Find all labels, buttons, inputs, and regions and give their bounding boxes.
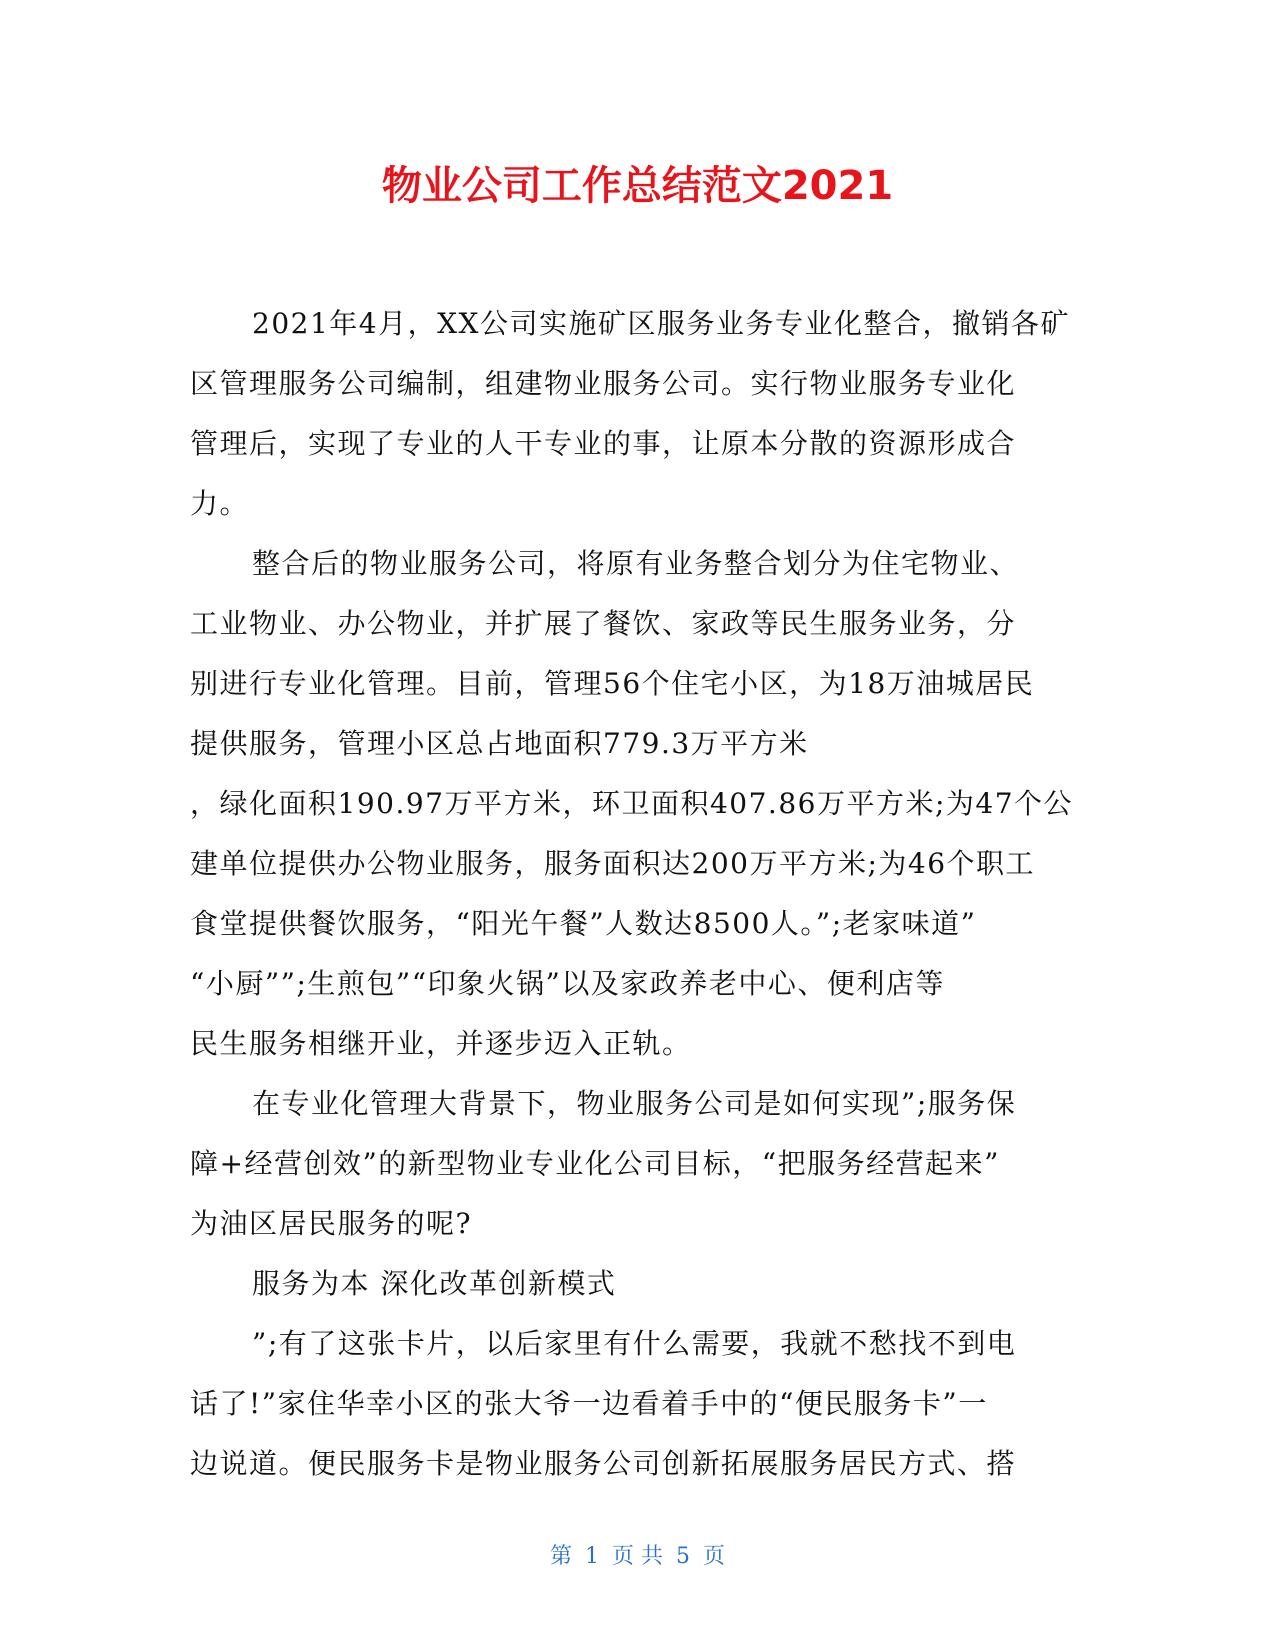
paragraph-line: 障+经营创效”的新型物业专业化公司目标，“把服务经营起来” [190,1147,1000,1180]
paragraph-line: “小厨””;生煎包”“印象火锅”以及家政养老中心、便利店等 [190,967,945,1000]
footer-suffix: 页 [703,1544,726,1569]
paragraph-line: 食堂提供餐饮服务，“阳光午餐”人数达8500人。”;老家味道” [190,907,977,940]
section-heading: 服务为本 深化改革创新模式 [252,1267,617,1300]
paragraph-line: 提供服务，管理小区总占地面积779.3万平方米 [190,727,809,760]
paragraph-line: 2021年4月，XX公司实施矿区服务业务专业化整合，撤销各矿 [252,307,1070,340]
paragraph-line: 工业物业、办公物业，并扩展了餐饮、家政等民生服务业务，分 [190,607,1017,640]
paragraph-line: ”;有了这张卡片，以后家里有什么需要，我就不愁找不到电 [252,1327,1017,1360]
paragraph-line: 话了!”家住华幸小区的张大爷一边看着手中的“便民服务卡”一 [190,1387,988,1420]
paragraph-line: 力。 [190,487,250,520]
paragraph-line: ，绿化面积190.97万平方米，环卫面积407.86万平方米;为47个公 [190,787,1074,820]
paragraph-line: 在专业化管理大背景下，物业服务公司是如何实现”;服务保 [252,1087,1017,1120]
paragraph-line: 管理后，实现了专业的人干专业的事，让原本分散的资源形成合 [190,427,1017,460]
document-title: 物业公司工作总结范文2021 [381,163,894,209]
paragraph-line: 建单位提供办公物业服务，服务面积达200万平方米;为46个职工 [190,847,1036,880]
document-body [190,294,1075,1494]
footer-prefix: 第 [549,1544,572,1569]
paragraph-line: 边说道。便民服务卡是物业服务公司创新拓展服务居民方式、搭 [190,1447,1017,1480]
paragraph-line: 区管理服务公司编制，组建物业服务公司。实行物业服务专业化 [190,367,1017,400]
paragraph-line: 整合后的物业服务公司，将原有业务整合划分为住宅物业、 [252,547,1020,580]
paragraph-line: 别进行专业化管理。目前，管理56个住宅小区，为18万油城居民 [190,667,1035,700]
paragraph-line: 为油区居民服务的呢? [190,1207,473,1240]
footer-current-page: 1 [585,1544,599,1569]
footer-total-pages: 5 [676,1544,690,1569]
page-footer [0,1542,1275,1572]
paragraph-line: 民生服务相继开业，并逐步迈入正轨。 [190,1027,692,1060]
footer-middle: 页 共 [612,1544,663,1569]
